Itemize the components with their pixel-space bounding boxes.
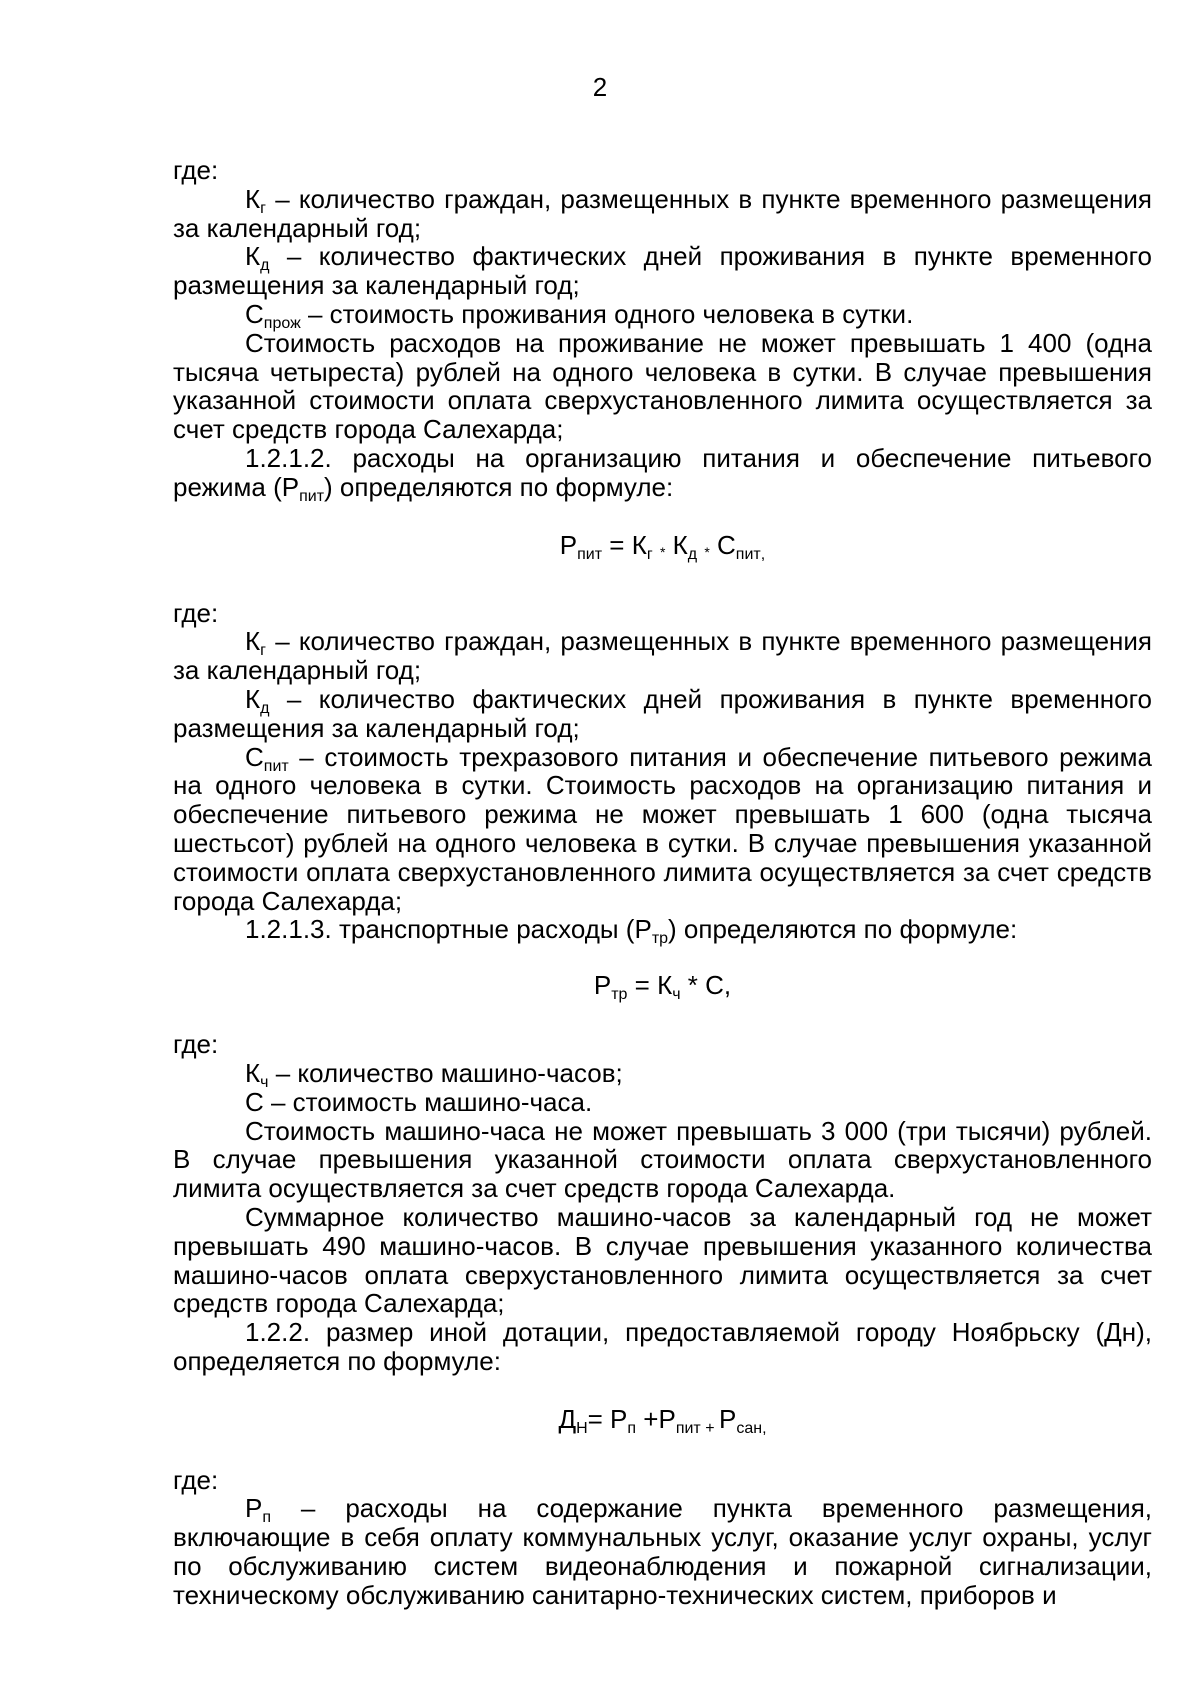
definition-cpit: $С_{пит}$ – стоимость трехразового питания и обеспечение питьевого режима на одного человека в сутки. Стоимость расходов на организацию питания и обеспечение питьевого режима не может превышать 1 600 (одна тысяча шестьсот) рублей на одного человека в сутки. В случае превышения указанной стоимости оплата сверхустановленного лимита осуществляется за счет средств города Салехарда; — [173, 741, 1152, 916]
definition-kg: $К_г$ – количество граждан, размещенных в пункте временного размещения за календарный год; — [173, 626, 1152, 686]
where-label: где: — [173, 155, 219, 185]
definition-kd: $К_д$ – количество фактических дней проживания в пункте временного размещения за календарный год; — [173, 241, 1152, 301]
definition-kd: $К_д$ – количество фактических дней проживания в пункте временного размещения за календарный год; — [173, 683, 1152, 743]
formula-food: $Р_{пит} = К_г * К_д * С_{пит,}$ — [559, 529, 766, 563]
item-1-2-2: 1.2.2. размер иной дотации, предоставляемой городу Ноябрьску (Дн), определяется по формуле: — [173, 1317, 1152, 1376]
definition-cprozh: $С_{прож}$ – стоимость проживания одного человека в сутки. — [245, 298, 914, 332]
paragraph-hours-limit: Суммарное количество машино-часов за календарный год не может превышать 490 машино-часов. В случае превышения указанного количества машино-часов оплата сверхустановленного лимита осуществляется за счет средств города Салехарда; — [173, 1201, 1152, 1319]
where-label: где: — [173, 597, 219, 628]
formula-transport: $Р_{тр} = К_ч * С$, — [593, 970, 732, 1004]
definition-kch: $К_ч$ – количество машино-часов; — [245, 1057, 623, 1091]
definition-kg: $К_г$ – количество граждан, размещенных в пункте временного размещения за календарный год; — [173, 183, 1152, 243]
formula-other-subsidy: $Д_Н= Р_п +Р_{пит}$ $_+$ $Р_{сан,}$ — [558, 1403, 767, 1437]
definition-c: С – стоимость машино-часа. — [245, 1086, 593, 1117]
where-label: где: — [173, 1464, 219, 1495]
item-1-2-1-2: 1.2.1.2. расходы на организацию питания и обеспечение питьевого режима $(Р_{пит})$ определяются по формуле: — [173, 442, 1152, 505]
paragraph-machine-hour-limit: Стоимость машино-часа не может превышать 3 000 (три тысячи) рублей. В случае превышения указанной стоимости оплата сверхустановленного лимита осуществляется за счет средств города Салехарда. — [173, 1115, 1152, 1204]
where-label: где: — [173, 1029, 219, 1060]
page-number: 2 — [592, 72, 608, 102]
definition-pp: $Р_п$ – расходы на содержание пункта временного размещения, включающие в себя оплату коммунальных услуг, оказание услуг охраны, услуг по обслуживанию систем видеонаблюдения и пожарной сигнализации, техническому обслуживанию санитарно-технических систем, приборов и — [173, 1493, 1152, 1610]
item-1-2-1-3: 1.2.1.3. транспортные расходы $(Р_{тр})$ определяются по формуле: — [245, 914, 1018, 948]
paragraph-accommodation-limit: Стоимость расходов на проживание не может превышать 1 400 (одна тысяча четыреста) рублей на одного человека в сутки. В случае превышения указанной стоимости оплата сверхустановленного лимита осуществляется за счет средств города Салехарда; — [173, 327, 1152, 445]
document-body — [173, 156, 1152, 1610]
